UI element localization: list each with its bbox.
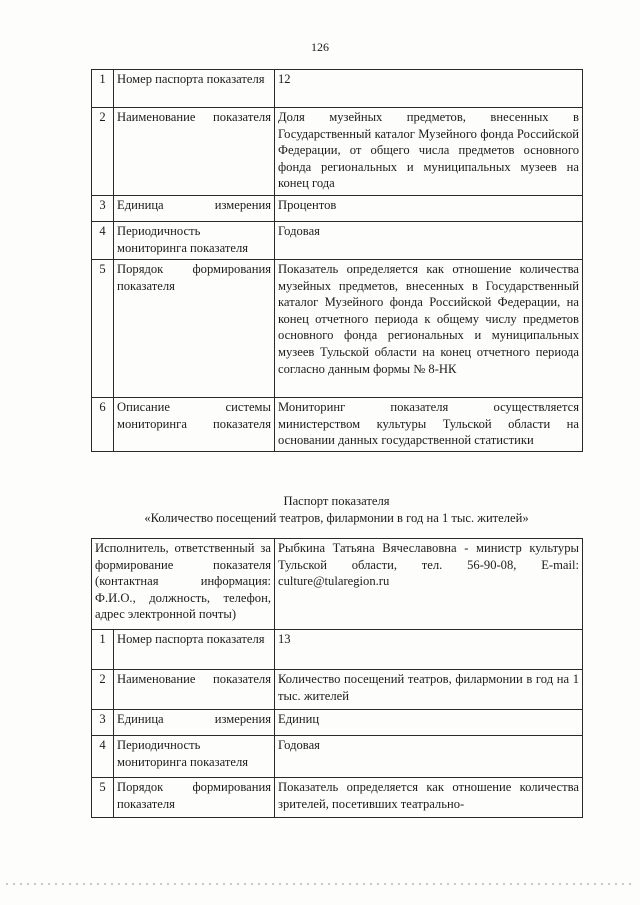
row-label: Номер паспорта показателя bbox=[114, 630, 275, 670]
scan-edge-marks bbox=[0, 880, 640, 890]
row-label: Периодичность мониторинга показателя bbox=[114, 222, 275, 260]
row-number: 3 bbox=[92, 710, 114, 736]
row-number: 5 bbox=[92, 778, 114, 818]
indicator-passport-table-12 bbox=[91, 69, 583, 452]
row-number: 1 bbox=[92, 70, 114, 108]
row-label: Описание системы мониторинга показателя bbox=[114, 398, 275, 452]
row-value: Мониторинг показателя осуществляется министерством культуры Тульской области на основании данных государственной статистики bbox=[275, 398, 583, 452]
row-label: Наименование показателя bbox=[114, 108, 275, 196]
row-value: 12 bbox=[275, 70, 583, 108]
row-label: Наименование показателя bbox=[114, 670, 275, 710]
executor-label: Исполнитель, ответственный за формирование показателя (контактная информация: Ф.И.О., должность, телефон, адрес электронной почты) bbox=[92, 539, 275, 630]
row-value: Годовая bbox=[275, 222, 583, 260]
row-value: Годовая bbox=[275, 736, 583, 778]
table-row bbox=[92, 630, 583, 670]
row-label: Порядок формирования показателя bbox=[114, 778, 275, 818]
row-number: 4 bbox=[92, 736, 114, 778]
row-number: 4 bbox=[92, 222, 114, 260]
row-number: 5 bbox=[92, 260, 114, 398]
row-label: Единица измерения bbox=[114, 196, 275, 222]
row-value: Показатель определяется как отношение количества музейных предметов, внесенных в Государственный каталог Музейного фонда Российской Федерации, на конец отчетного периода к общему числу предметов основного фонда региональных и муниципальных музеев Тульской области на конец отчетного периода согласно данным формы № 8-НК bbox=[275, 260, 583, 398]
table-row bbox=[92, 260, 583, 398]
row-label: Номер паспорта показателя bbox=[114, 70, 275, 108]
row-number: 2 bbox=[92, 108, 114, 196]
row-number: 2 bbox=[92, 670, 114, 710]
table-row bbox=[92, 222, 583, 260]
row-value: Количество посещений театров, филармонии в год на 1 тыс. жителей bbox=[275, 670, 583, 710]
passport-title: Паспорт показателя bbox=[283, 494, 390, 508]
table-row bbox=[92, 736, 583, 778]
row-label: Периодичность мониторинга показателя bbox=[114, 736, 275, 778]
row-value: Показатель определяется как отношение количества зрителей, посетивших театрально- bbox=[275, 778, 583, 818]
table-row bbox=[92, 196, 583, 222]
table-row bbox=[92, 70, 583, 108]
table-row bbox=[92, 778, 583, 818]
table-row bbox=[92, 398, 583, 452]
executor-row bbox=[92, 539, 583, 630]
table-row bbox=[92, 670, 583, 710]
row-number: 1 bbox=[92, 630, 114, 670]
executor-value: Рыбкина Татьяна Вячеславовна - министр культуры Тульской области, тел. 56-90-08, E-mail: culture@tularegion.ru bbox=[275, 539, 583, 630]
row-value: Доля музейных предметов, внесенных в Государственный каталог Музейного фонда Российской Федерации, от общего числа предметов основного фонда региональных и муниципальных музеев на конец года bbox=[275, 108, 583, 196]
passport-subtitle: «Количество посещений театров, филармонии в год на 1 тыс. жителей» bbox=[144, 511, 529, 525]
row-label: Единица измерения bbox=[114, 710, 275, 736]
indicator-passport-table-13 bbox=[91, 538, 583, 818]
page-number: 126 bbox=[311, 40, 329, 54]
row-value: Процентов bbox=[275, 196, 583, 222]
table-row bbox=[92, 710, 583, 736]
row-number: 3 bbox=[92, 196, 114, 222]
row-value: Единиц bbox=[275, 710, 583, 736]
table-row bbox=[92, 108, 583, 196]
row-number: 6 bbox=[92, 398, 114, 452]
row-value: 13 bbox=[275, 630, 583, 670]
row-label: Порядок формирования показателя bbox=[114, 260, 275, 398]
